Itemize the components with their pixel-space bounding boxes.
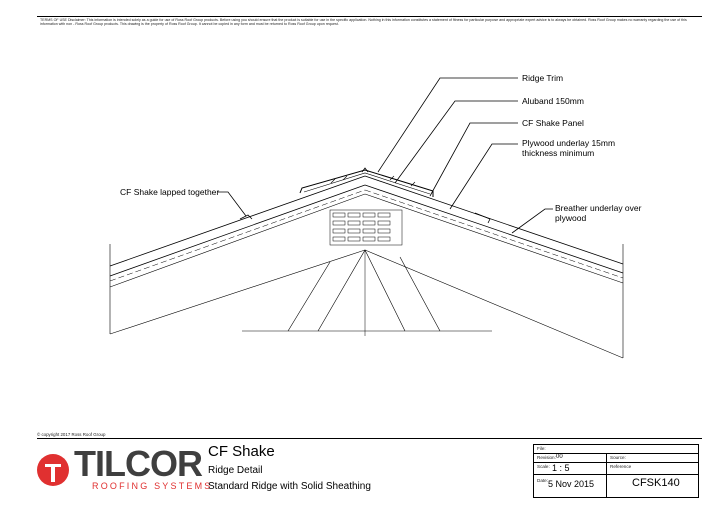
callout-breather: Breather underlay over plywood [555, 203, 642, 223]
reference-label: Reference [610, 464, 632, 469]
copyright-text: © copyright 2017 Ross Roof Group [37, 432, 106, 437]
revision-value: 00 [556, 454, 563, 460]
callout-aluband: Aluband 150mm [522, 96, 584, 106]
brand-subtitle: ROOFING SYSTEMS [92, 481, 213, 491]
leader-lapped [218, 192, 246, 216]
drawing-title: CF Shake [208, 443, 275, 460]
truss-web-3 [400, 257, 440, 331]
right-roof-mid-line [365, 185, 623, 273]
vent-grille [330, 210, 402, 245]
brand-name: TILCOR [74, 443, 202, 484]
leader-breather [512, 209, 553, 233]
title-block [533, 444, 699, 498]
scale-value: 1 : 5 [552, 463, 570, 473]
drawing-description: Standard Ridge with Solid Sheathing [208, 481, 371, 492]
leader-aluband [395, 101, 518, 183]
leader-ridge-trim [378, 78, 518, 172]
ridge-trim [300, 170, 433, 197]
fixings [331, 176, 415, 186]
callout-cf-shake-panel: CF Shake Panel [522, 118, 584, 128]
title-block-rule [37, 438, 702, 439]
left-roof-bottom-line [110, 194, 365, 287]
source-label: Source: [610, 455, 626, 460]
date-value: 5 Nov 2015 [548, 479, 595, 489]
file-label: File: [537, 446, 546, 451]
reference-value: CFSK140 [632, 477, 680, 489]
leader-plywood [450, 144, 518, 209]
date-label: Date: [537, 478, 548, 483]
callout-lapped: CF Shake lapped together [120, 187, 220, 197]
disclaimer-text: TERMS OF USE Disclaimer: This information is intended solely as a guide for use of Ross Roof Group products. Before using you should ensure that the product is suitable for use in the specific application. Nothing in this information constitutes a statement of fitness for particular purpose and appropriate expert advice is to always be obtained. Ross Roof Group makes no warranty regarding the use of this information with non - Ross Roof Group products. This drawing is the property of Ross Roof Group. It cannot be copied in any form and must be returned to Ross Roof Group upon request. [40, 18, 687, 27]
right-ceiling-line [365, 250, 623, 358]
scale-label: Scale: [537, 464, 550, 469]
callout-ridge-trim: Ridge Trim [522, 73, 564, 83]
leader-cf-shake-panel [430, 123, 518, 196]
truss-web-2 [318, 250, 405, 331]
callout-plywood: Plywood underlay 15mm thickness minimum [522, 138, 616, 158]
revision-label: Revision: [537, 455, 556, 460]
drawing-subtitle: Ridge Detail [208, 465, 263, 476]
